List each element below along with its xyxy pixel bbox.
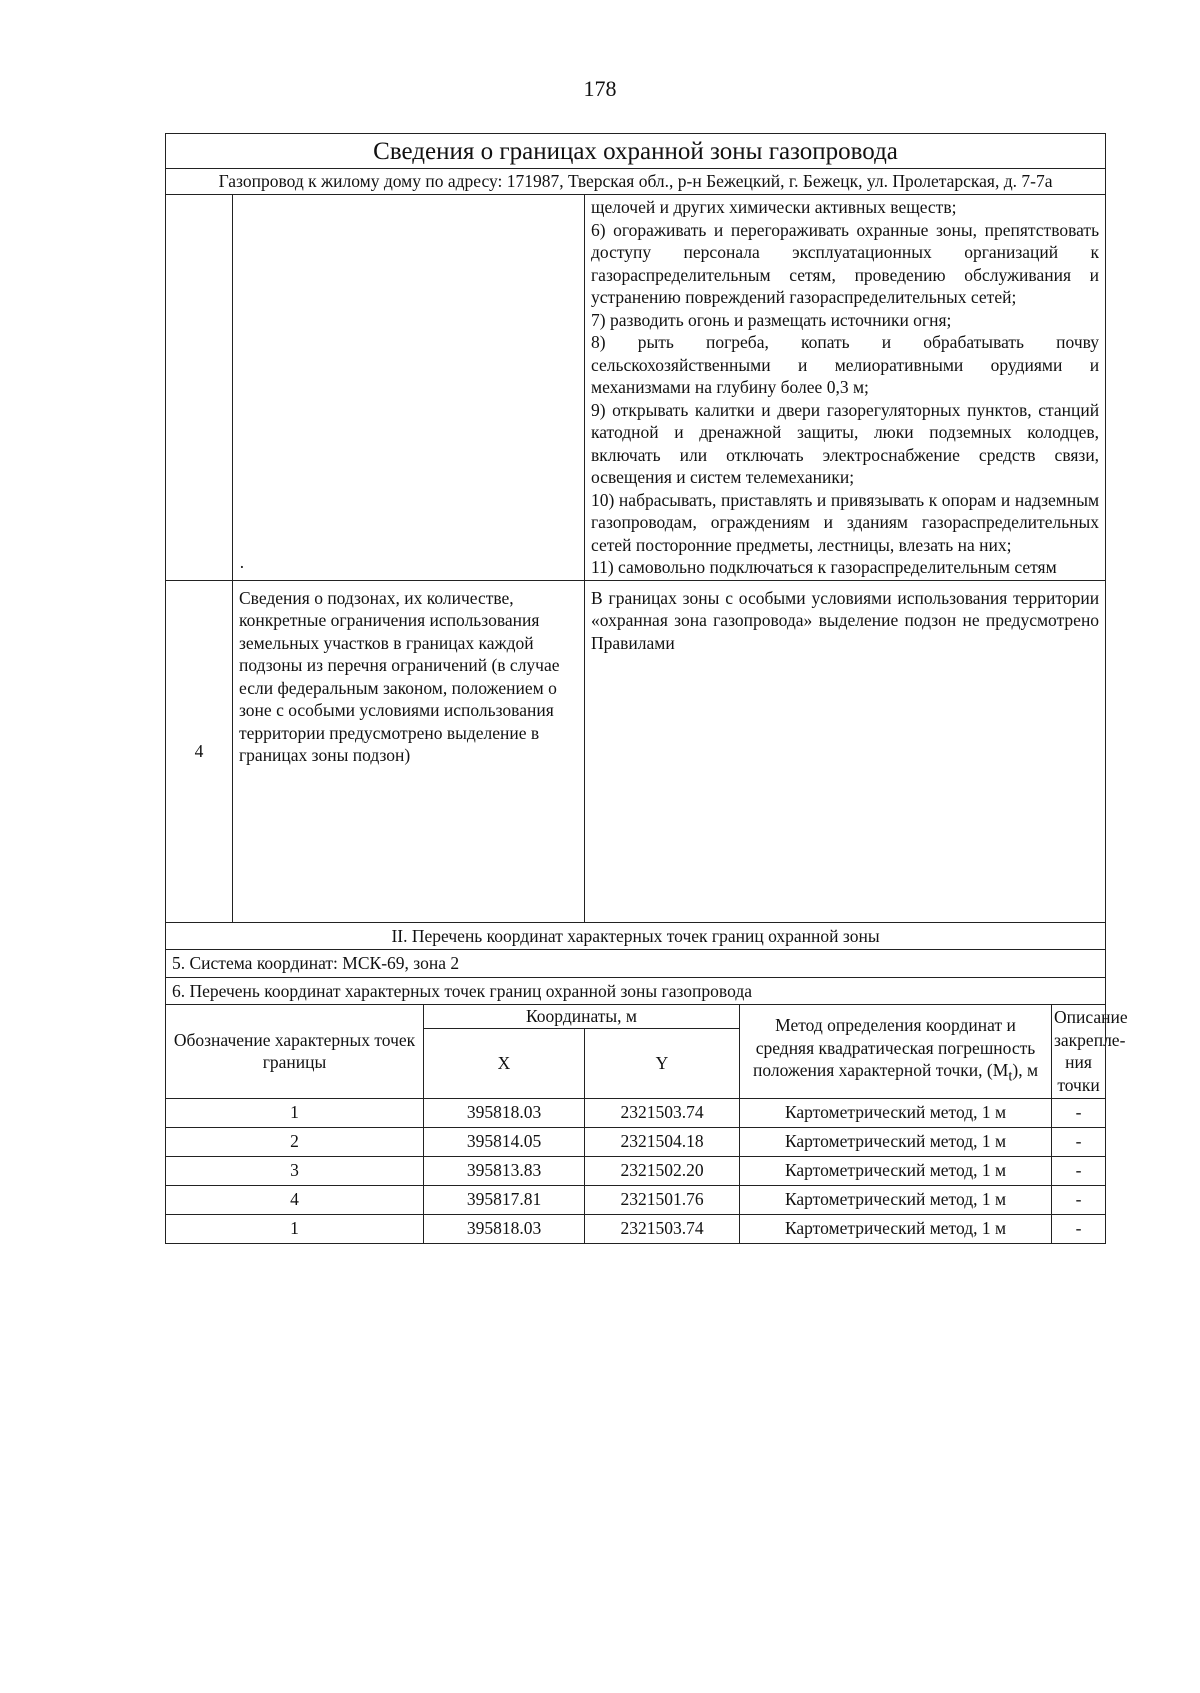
- restriction-item: 10) набрасывать, приставлять и привязывать к опорам и надземным газопроводам, ограждениям и зданиям газораспределительных сетей посторонние предметы, лестницы, влезать на них;: [591, 489, 1100, 555]
- subzones-row: [166, 580, 1106, 922]
- coordinates-header: Координаты, м: [424, 1005, 740, 1029]
- coordinates-list-title: 6. Перечень координат характерных точек границ охранной зоны газопровода: [166, 977, 1106, 1005]
- y-value: 2321503.74: [585, 1214, 740, 1243]
- point-id: 4: [166, 1185, 424, 1214]
- table-row: [166, 1156, 1106, 1185]
- restriction-item: 11) самовольно подключаться к газораспределительным сетям: [591, 557, 1057, 577]
- point-id: 1: [166, 1214, 424, 1243]
- description-value: -: [1052, 1156, 1106, 1185]
- x-value: 395813.83: [424, 1156, 585, 1185]
- x-value: 395817.81: [424, 1185, 585, 1214]
- restrictions-list: [585, 195, 1106, 581]
- coordinate-system: 5. Система координат: МСК-69, зона 2: [166, 950, 1106, 978]
- y-value: 2321503.74: [585, 1098, 740, 1127]
- method-header-subscript: t: [1008, 1068, 1013, 1085]
- method-value: Картометрический метод, 1 м: [740, 1098, 1052, 1127]
- restrictions-number-cell: [166, 195, 233, 581]
- table-row: [166, 1185, 1106, 1214]
- restrictions-label-cell: [233, 195, 585, 581]
- x-value: 395818.03: [424, 1098, 585, 1127]
- point-id: 1: [166, 1098, 424, 1127]
- dot-mark: ·: [239, 557, 245, 577]
- y-value: 2321501.76: [585, 1185, 740, 1214]
- method-header-text: Метод определения координат и средняя квадратическая погрешность положения характерной точки, (M: [752, 1015, 1036, 1081]
- method-value: Картометрический метод, 1 м: [740, 1156, 1052, 1185]
- restriction-item: 6) огораживать и перегораживать охранные зоны, препятствовать доступу персонала эксплуатационных организаций к газораспределительным сетям, проведению обслуживания и устранению повреждений газораспределительных сетей;: [591, 219, 1100, 307]
- table-row: [166, 1127, 1106, 1156]
- pipeline-address: Газопровод к жилому дому по адресу: 171987, Тверская обл., р-н Бежецкий, г. Бежецк, ул. Пролетарская, д. 7-7а: [166, 169, 1106, 195]
- y-value: 2321504.18: [585, 1127, 740, 1156]
- method-header-unit: ), м: [1012, 1060, 1039, 1081]
- method-value: Картометрический метод, 1 м: [740, 1214, 1052, 1243]
- description-value: -: [1052, 1127, 1106, 1156]
- y-value: 2321502.20: [585, 1156, 740, 1185]
- point-id: 2: [166, 1127, 424, 1156]
- description-value: -: [1052, 1185, 1106, 1214]
- table-row: [166, 1214, 1106, 1243]
- restriction-item: 9) открывать калитки и двери газорегуляторных пунктов, станций катодной и дренажной защиты, люки подземных колодцев, включать или отключать электроснабжение средств связи, освещения и систем телемеханики;: [591, 399, 1100, 487]
- table-row: [166, 1098, 1106, 1127]
- y-header: Y: [585, 1028, 740, 1098]
- page-number: 178: [583, 76, 617, 101]
- restriction-item: 7) разводить огонь и размещать источники огня;: [591, 309, 952, 330]
- x-value: 395818.03: [424, 1214, 585, 1243]
- method-value: Картометрический метод, 1 м: [740, 1185, 1052, 1214]
- subzones-value: В границах зоны с особыми условиями использования территории «охранная зона газопровода» выделение подзон не предусмотрено Правилами: [585, 580, 1106, 922]
- section-2-title: II. Перечень координат характерных точек границ охранной зоны: [166, 922, 1106, 950]
- restriction-item: щелочей и других химически активных веществ;: [591, 197, 957, 217]
- point-id: 3: [166, 1156, 424, 1185]
- row-number: 4: [166, 580, 233, 922]
- description-value: -: [1052, 1214, 1106, 1243]
- restrictions-row: [166, 195, 1106, 581]
- method-value: Картометрический метод, 1 м: [740, 1127, 1052, 1156]
- document-title: Сведения о границах охранной зоны газопровода: [166, 134, 1106, 169]
- method-header: [740, 1005, 1052, 1099]
- point-header: Обозначение характерных точек границы: [166, 1005, 424, 1099]
- x-value: 395814.05: [424, 1127, 585, 1156]
- boundary-info-table: [165, 133, 1128, 1244]
- x-header: X: [424, 1028, 585, 1098]
- restriction-item: 8) рыть погреба, копать и обрабатывать почву сельскохозяйственными и мелиоративными орудиями и механизмами на глубину более 0,3 м;: [591, 332, 1100, 397]
- description-value: -: [1052, 1098, 1106, 1127]
- subzones-label: Сведения о подзонах, их количестве, конкретные ограничения использования земельных участков в границах каждой подзоны из перечня ограничений (в случае если федеральным законом, положением о зоне с особыми условиями использования территории предусмотрено выделение в границах зоны подзон): [233, 580, 585, 922]
- description-header: Описание закрепле-ния точки: [1052, 1005, 1106, 1099]
